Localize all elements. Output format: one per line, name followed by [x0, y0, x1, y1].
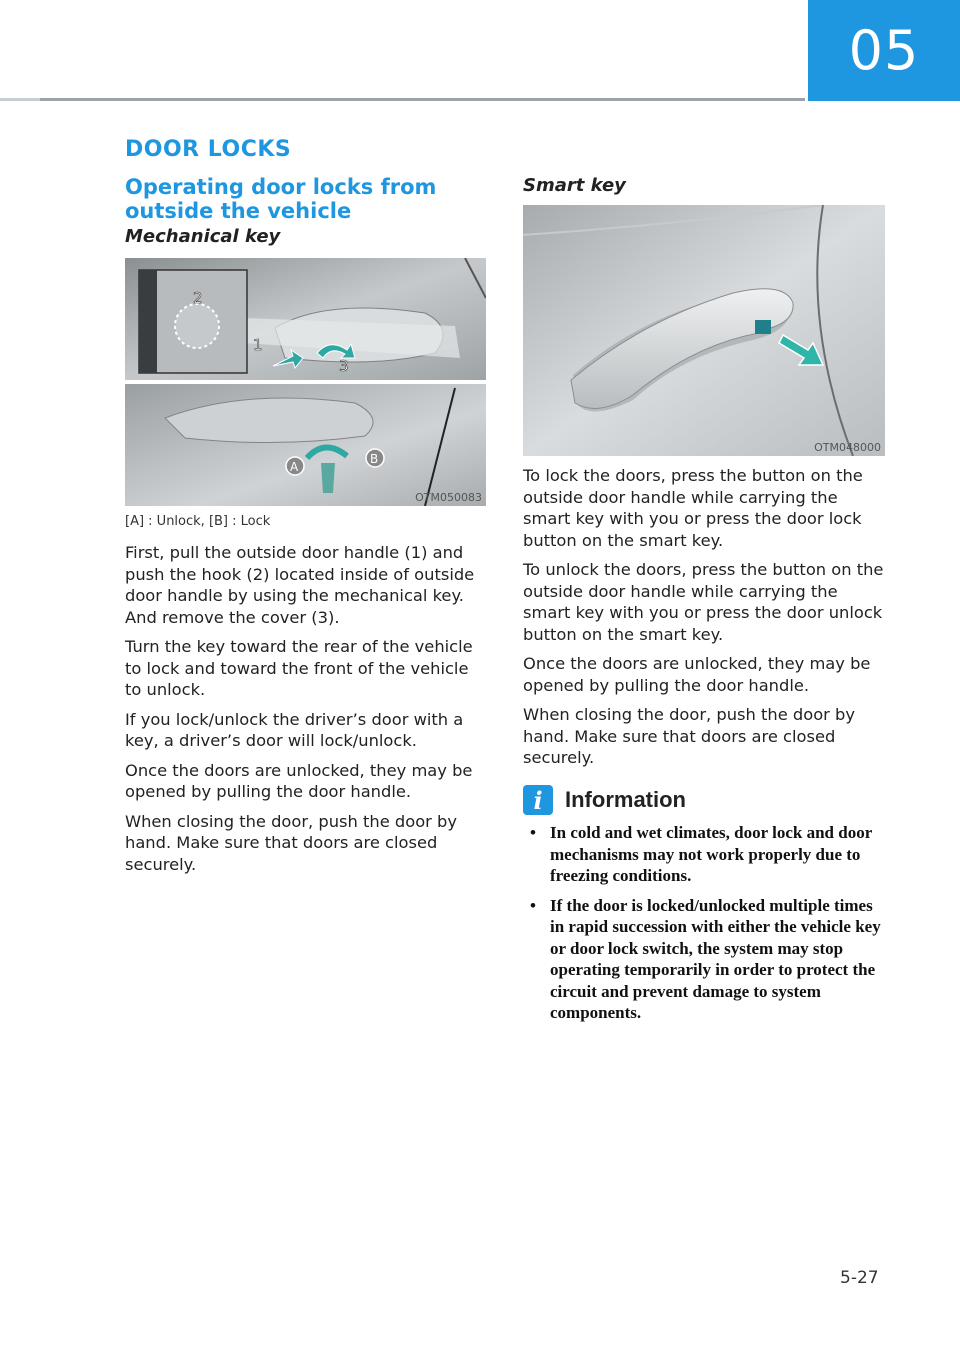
- section-title: DOOR LOCKS: [125, 137, 292, 162]
- mechanical-key-illustration: [125, 258, 486, 506]
- callout-A: A: [290, 460, 299, 474]
- left-paragraph: When closing the door, push the door by hand. Make sure that doors are closed securely.: [125, 811, 458, 874]
- left-paragraph: If you lock/unlock the driver’s door with a key, a driver’s door will lock/unlock.: [125, 709, 464, 750]
- callout-B: B: [370, 452, 379, 466]
- page-number: 5-27: [840, 1268, 879, 1288]
- callout-1: 1: [253, 336, 263, 354]
- list-item: • In cold and wet climates, door lock and door mechanisms may not work properly due to freezing conditions.: [530, 823, 872, 885]
- lock-legend-note: [A] : Unlock, [B] : Lock: [125, 514, 271, 529]
- left-paragraph: First, pull the outside door handle (1) and push the hook (2) located inside of outside door handle by using the mechanical key. And remove the cover (3).: [125, 543, 475, 627]
- info-icon: i: [523, 785, 553, 815]
- left-body-text: [125, 542, 485, 883]
- smart-key-figure: [523, 205, 885, 456]
- subsection-title: Operating door locks from outside the vehicle: [125, 175, 437, 223]
- mechanical-key-figure: [125, 258, 486, 506]
- information-header: [523, 785, 686, 815]
- information-title: Information: [565, 787, 686, 812]
- info-item-text: In cold and wet climates, door lock and door mechanisms may not work properly due to freezing conditions.: [550, 823, 872, 885]
- information-list: [530, 822, 885, 1032]
- smart-key-heading: Smart key: [523, 175, 626, 196]
- header-rule-accent: [0, 98, 40, 101]
- right-paragraph: When closing the door, push the door by hand. Make sure that doors are closed securely.: [523, 705, 856, 767]
- right-paragraph: To lock the doors, press the button on the outside door handle while carrying the smart key with you or press the door lock button on the smart key.: [523, 466, 863, 550]
- right-body-text: [523, 465, 885, 777]
- smart-key-illustration: [523, 205, 885, 456]
- figure-code: OTM050083: [415, 491, 482, 504]
- list-item: • If the door is locked/unlocked multiple times in rapid succession with either the vehicle key or door lock switch, the system may stop operating temporarily in order to protect the circuit and prevent damage to system components.: [530, 895, 881, 1022]
- header-rule: [0, 98, 805, 101]
- callout-3: 3: [339, 357, 349, 375]
- callout-2: 2: [193, 289, 203, 307]
- figure-code: OTM048000: [814, 441, 881, 454]
- left-paragraph: Turn the key toward the rear of the vehicle to lock and toward the front of the vehicle to unlock.: [125, 637, 473, 699]
- chapter-number: 05: [848, 19, 920, 82]
- mechanical-key-heading: Mechanical key: [125, 226, 281, 247]
- chapter-tab: [808, 0, 960, 101]
- right-paragraph: To unlock the doors, press the button on the outside door handle while carrying the smart key with you or press the door unlock button on the smart key.: [523, 560, 884, 644]
- info-item-text: If the door is locked/unlocked multiple times in rapid succession with either the vehicle key or door lock switch, the system may stop operating temporarily in order to protect the circuit and prevent damage to system components.: [550, 895, 881, 1022]
- left-paragraph: Once the doors are unlocked, they may be opened by pulling the door handle.: [125, 760, 473, 801]
- right-paragraph: Once the doors are unlocked, they may be opened by pulling the door handle.: [523, 654, 871, 695]
